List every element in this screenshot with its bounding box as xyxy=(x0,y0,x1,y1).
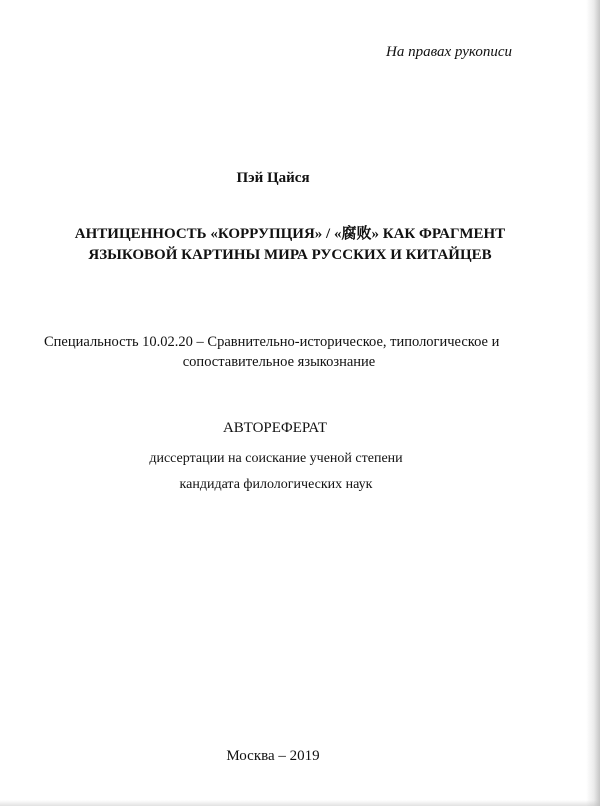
degree-block xyxy=(0,446,552,498)
document-type: АВТОРЕФЕРАТ xyxy=(222,420,328,436)
scan-shadow-right xyxy=(586,0,600,806)
city-year: Москва – 2019 xyxy=(226,748,320,764)
specialty-line-2: сопоставительное языкознание xyxy=(182,354,376,370)
dissertation-title xyxy=(40,224,540,266)
title-line-1: АНТИЦЕННОСТЬ «КОРРУПЦИЯ» / «腐败» КАК ФРАГМЕНТ xyxy=(74,226,506,242)
author-name: Пэй Цайся xyxy=(236,170,310,186)
scan-shadow-bottom xyxy=(0,800,600,806)
manuscript-note: На правах рукописи xyxy=(386,44,512,60)
title-line-2: ЯЗЫКОВОЙ КАРТИНЫ МИРА РУССКИХ И КИТАЙЦЕВ xyxy=(88,247,492,263)
specialty-line-1: Специальность 10.02.20 – Сравнительно-историческое, типологическое и xyxy=(44,334,500,350)
degree-line-2: кандидата филологических наук xyxy=(179,477,373,492)
degree-line-1: диссертации на соискание ученой степени xyxy=(149,451,403,466)
specialty-block xyxy=(44,332,514,372)
